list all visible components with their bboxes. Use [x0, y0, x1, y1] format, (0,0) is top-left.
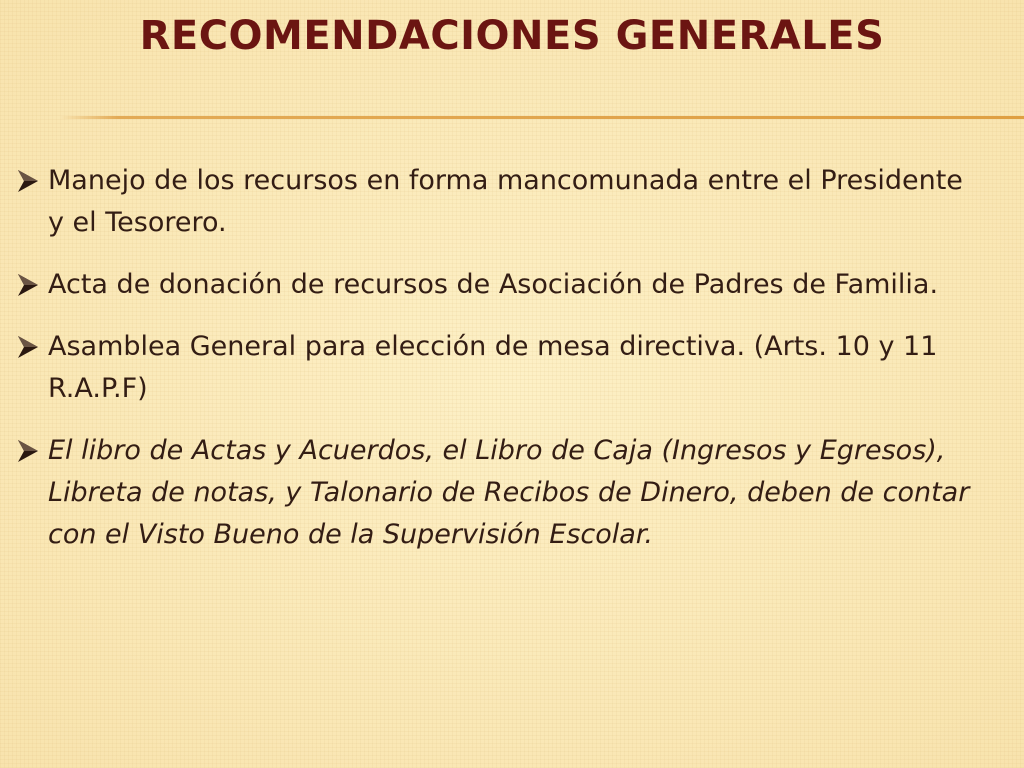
list-item — [14, 326, 984, 410]
list-item — [14, 160, 984, 244]
arrowhead-bullet-icon — [16, 169, 40, 193]
bullet-text: El libro de Actas y Acuerdos, el Libro de Caja (Ingresos y Egresos), Libreta de notas, y Talonario de Recibos de Dinero, deben de contar con el Visto Bueno de la Supervisión Escolar. — [48, 435, 970, 550]
arrowhead-bullet-icon — [16, 439, 40, 463]
bullet-text: Manejo de los recursos en forma mancomunada entre el Presidente y el Tesorero. — [48, 165, 963, 238]
list-item — [14, 430, 984, 556]
bullet-list — [14, 160, 984, 576]
arrowhead-bullet-icon — [16, 335, 40, 359]
title-divider — [60, 116, 1024, 119]
list-item — [14, 264, 984, 306]
bullet-text: Acta de donación de recursos de Asociación de Padres de Familia. — [48, 269, 939, 300]
bullet-text: Asamblea General para elección de mesa directiva. (Arts. 10 y 11 R.A.P.F) — [48, 331, 938, 404]
slide-title: RECOMENDACIONES GENERALES — [139, 13, 885, 59]
arrowhead-bullet-icon — [16, 273, 40, 297]
